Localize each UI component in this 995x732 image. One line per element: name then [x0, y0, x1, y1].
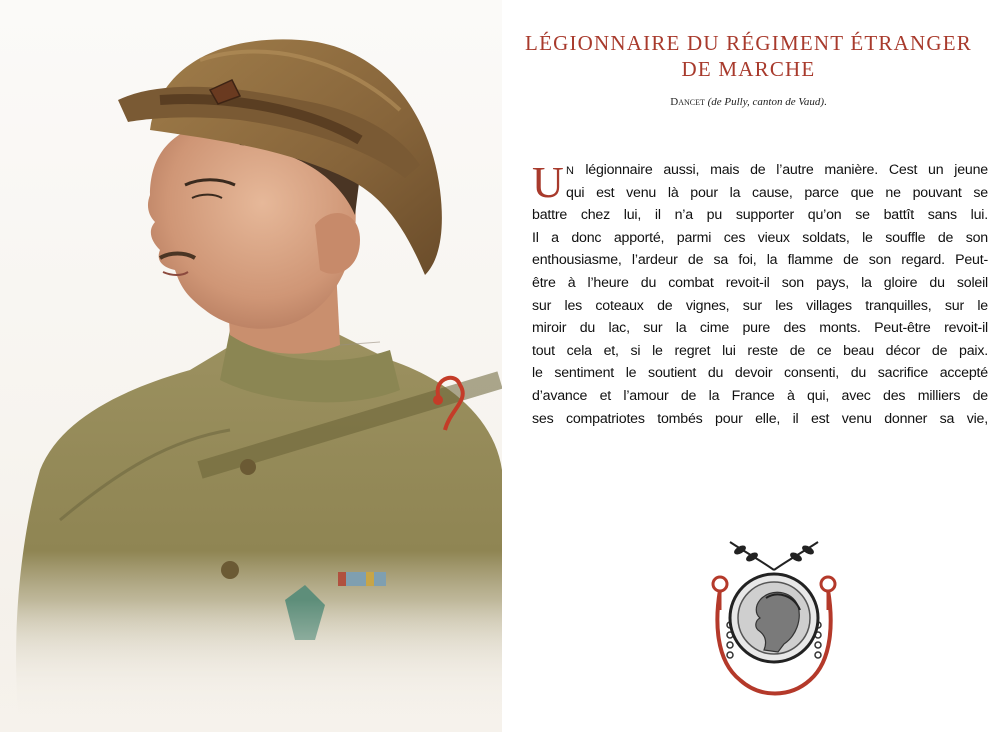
laurel-icon: [730, 542, 818, 570]
text-line: qui est venu là pour la cause, parce que ne pouvant se: [566, 184, 988, 201]
first-word-rest: N: [566, 165, 575, 177]
text-line: ses compatriotes tombés pour elle, il est venu donner sa vie,: [532, 410, 988, 427]
text-line: enthousiasme, l’ardeur de sa foi, la flamme de son regard. Peut-: [532, 252, 988, 269]
text-line: Il a donc apporté, parmi ces vieux soldats, le souffle de son: [532, 229, 988, 246]
text-line: tout cela et, si le regret lui reste de ce beau décor de paix.: [532, 342, 988, 359]
text-line: battre chez lui, il n’a pu supporter qu’on se battît sans lui.: [532, 207, 988, 224]
article-body: [532, 159, 988, 430]
author-origin: (de Pully, canton de Vaud): [707, 96, 824, 108]
text-line-content: légionnaire aussi, mais de l’autre manière. Cest un jeune: [585, 162, 988, 178]
title-line-2: DE MARCHE: [681, 57, 816, 81]
author-credit: [502, 96, 995, 108]
page-title: [502, 30, 995, 82]
text-line: sur les coteaux de vignes, sur les villages tranquilles, sur le: [532, 297, 988, 314]
text-line: [532, 159, 988, 182]
text-line: miroir du lac, sur la cime pure des monts. Peut-être revoit-il: [532, 320, 988, 337]
text-line: être à l’heure du combat revoit-il son pays, la gloire du soleil: [532, 274, 988, 291]
author-name: Dancet: [670, 96, 705, 108]
title-line-1: LÉGIONNAIRE DU RÉGIMENT ÉTRANGER: [525, 31, 972, 55]
author-period: .: [824, 96, 827, 108]
text-line: d’avance et l’amour de la France à qui, avec des milliers de: [532, 387, 988, 404]
medallion-emblem: [700, 540, 848, 708]
text-line: le sentiment le soutient du devoir consenti, du sacrifice accepté: [532, 365, 988, 382]
drop-cap: U: [532, 158, 564, 207]
